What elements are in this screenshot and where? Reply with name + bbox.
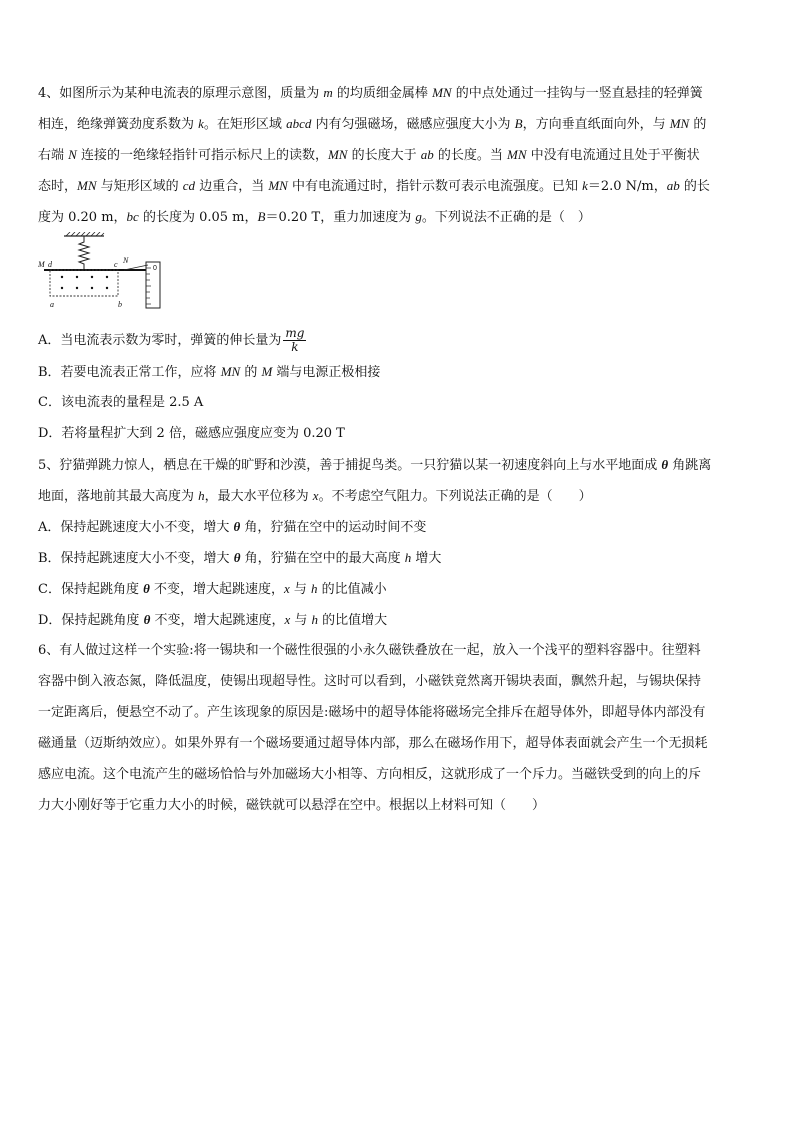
math-symbol: MN — [220, 364, 241, 379]
math-symbol: B — [514, 116, 523, 131]
q4-line-2 — [38, 115, 706, 134]
text-run: ，最大水平位移为 — [204, 489, 313, 504]
text-run: 的 — [240, 365, 262, 380]
q6-line-1 — [38, 642, 701, 660]
scale-zero: 0 — [153, 265, 157, 272]
fraction-denominator: k — [291, 340, 299, 354]
text-run: 不变，增大起跳速度， — [149, 582, 284, 597]
math-symbol: B — [257, 209, 266, 224]
text-run: 地面，落地前其最大高度为 — [38, 489, 199, 504]
math-symbol: MN — [77, 178, 97, 193]
text-run: ＝0.20 T，重力加速度为 — [265, 210, 416, 225]
text-run: 中有电流通过时，指针示数可表示电流强度。已知 — [287, 179, 583, 194]
text-run: 与 — [289, 582, 312, 597]
q5-option-b — [38, 549, 441, 568]
q4-option-a-text: A．当电流表示数为零时，弹簧的伸长量为 — [38, 333, 282, 348]
q6-line-3 — [38, 704, 705, 722]
text-run: ，方向垂直纸面向外，与 — [522, 117, 670, 132]
q5-line-1 — [38, 456, 711, 475]
q4-option-b — [38, 363, 380, 382]
text-run: 力大小刚好等于它重力大小的时候，磁铁就可以悬浮在空中。根据以上材料可知（ ） — [38, 798, 546, 813]
text-run: ＝2.0 N/m， — [587, 179, 667, 194]
q5-option-d — [38, 611, 387, 630]
math-symbol: N — [68, 147, 77, 162]
text-run: 。下列说法不正确的是（ ） — [421, 210, 591, 225]
math-symbol: θ — [661, 457, 669, 472]
text-run: 角跳离 — [668, 458, 712, 473]
q4-line-1 — [38, 84, 703, 103]
q6-line-6 — [38, 797, 545, 815]
text-run: 右端 — [38, 148, 69, 163]
fraction-numerator: mg — [285, 326, 305, 340]
math-symbol: θ — [233, 519, 241, 534]
text-run: 的 — [689, 117, 707, 132]
fraction-mg-over-k — [283, 327, 306, 354]
math-symbol: abcd — [286, 116, 312, 131]
math-symbol: x — [284, 612, 291, 627]
text-run: 增大 — [411, 551, 442, 566]
q6-line-5 — [38, 766, 701, 784]
text-run: 5、狞猫弹跳力惊人，栖息在干燥的旷野和沙漠，善于捕捉鸟类。一只狞猫以某一初速度斜向上与水平地面成 — [38, 458, 662, 473]
q6-line-4 — [38, 735, 708, 753]
math-symbol: k — [582, 178, 588, 193]
text-run: B．若要电流表正常工作，应将 — [38, 365, 221, 380]
math-symbol: x — [312, 488, 319, 503]
q5-line-2 — [38, 487, 592, 506]
text-run: B．保持起跳速度大小不变，增大 — [38, 551, 234, 566]
text-run: 态时， — [38, 179, 78, 194]
text-run: 4、如图所示为某种电流表的原理示意图，质量为 — [38, 86, 324, 101]
math-symbol: MN — [327, 147, 348, 162]
text-run: 相连，绝缘弹簧劲度系数为 — [38, 117, 199, 132]
text-run: 的长度大于 — [347, 148, 421, 163]
text-run: 感应电流。这个电流产生的磁场恰恰与外加磁场大小相等、方向相反，这就形成了一个斥力。当磁铁受到的向上的斥 — [38, 767, 702, 782]
text-run: 容器中倒入液态氮，降低温度，使锡出现超导性。这时可以看到，小磁铁竟然离开锡块表面，飘然升起，与锡块保持 — [38, 674, 702, 689]
math-symbol: θ — [143, 612, 151, 627]
label-d: d — [48, 260, 52, 269]
math-symbol: h — [311, 581, 318, 596]
text-run: 不变，增大起跳速度， — [150, 613, 285, 628]
q4-line-3 — [38, 146, 700, 165]
math-symbol: x — [283, 581, 290, 596]
label-b: b — [118, 300, 122, 309]
text-run: 端与电源正极相接 — [272, 365, 381, 380]
math-symbol: g — [415, 209, 422, 224]
q5-option-c — [38, 580, 387, 599]
text-run: 的长度为 0.05 m， — [138, 210, 258, 225]
text-run: 磁通量（迈斯纳效应）。如果外界有一个磁场要通过超导体内部，那么在磁场作用下，超导体表面就会产生一个无损耗 — [38, 736, 708, 751]
q4-line-5 — [38, 208, 591, 227]
math-symbol: bc — [126, 209, 139, 224]
text-run: C．保持起跳角度 — [38, 582, 144, 597]
text-run: 连接的一绝缘轻指针可指示标尺上的读数， — [76, 148, 328, 163]
math-symbol: ab — [666, 178, 680, 193]
text-run: 与 — [290, 613, 312, 628]
text-run: 角，狞猫在空中的运动时间不变 — [240, 520, 427, 535]
label-m: M — [38, 260, 45, 269]
text-run: 。在矩形区域 — [203, 117, 287, 132]
math-symbol: m — [323, 85, 333, 100]
text-run: 度为 0.20 m， — [38, 210, 127, 225]
text-run: 的比值增大 — [318, 613, 388, 628]
text-run: 内有匀强磁场，磁感应强度大小为 — [311, 117, 515, 132]
q6-line-2 — [38, 673, 701, 691]
math-symbol: θ — [143, 581, 150, 596]
label-a: a — [50, 300, 54, 309]
spring — [79, 236, 89, 270]
text-run: 的长度。当 — [433, 148, 507, 163]
math-symbol: MN — [506, 147, 527, 162]
text-run: 的比值减小 — [317, 582, 387, 597]
ammeter-diagram — [38, 232, 178, 314]
text-run: 的中点处通过一挂钩与一竖直悬挂的轻弹簧 — [451, 86, 703, 101]
math-symbol: MN — [268, 178, 288, 193]
text-run: 边重合，当 — [195, 179, 269, 194]
text-run: 与矩形区域的 — [96, 179, 183, 194]
math-symbol: ab — [420, 147, 434, 162]
q4-option-c — [38, 394, 203, 412]
text-run: 。不考虑空气阻力。下列说法正确的是（ ） — [318, 489, 592, 504]
math-symbol: h — [198, 488, 205, 503]
text-run: D．若将量程扩大到 2 倍，磁感应强度应变为 0.20 T — [38, 426, 345, 441]
field-region-abcd — [50, 270, 118, 296]
math-symbol: θ — [233, 550, 241, 565]
q4-option-d — [38, 425, 345, 443]
q4-option-a — [38, 327, 306, 354]
math-symbol: k — [198, 116, 204, 131]
label-n: N — [123, 256, 129, 265]
math-symbol: h — [311, 612, 318, 627]
text-run: 角，狞猫在空中的最大高度 — [240, 551, 405, 566]
math-symbol: M — [261, 364, 273, 379]
q4-line-4 — [38, 177, 710, 196]
text-run: 的均质细金属棒 — [332, 86, 433, 101]
text-run: 的长 — [679, 179, 710, 194]
math-symbol: MN — [432, 85, 452, 100]
math-symbol: h — [404, 550, 412, 565]
text-run: 6、有人做过这样一个实验:将一锡块和一个磁性很强的小永久磁铁叠放在一起，放入一个浅平的塑料容器中。往塑料 — [38, 643, 701, 658]
label-c: c — [114, 260, 118, 269]
text-run: D．保持起跳角度 — [38, 613, 144, 628]
text-run: C．该电流表的量程是 2.5 A — [38, 395, 204, 410]
math-symbol: MN — [669, 116, 690, 131]
text-run: 一定距离后，便悬空不动了。产生该现象的原因是:磁场中的超导体能将磁场完全排斥在超导体外，即超导体内部没有 — [38, 705, 706, 720]
q5-option-a — [38, 518, 426, 537]
text-run: 中没有电流通过且处于平衡状 — [526, 148, 700, 163]
text-run: A．保持起跳速度大小不变，增大 — [38, 520, 234, 535]
math-symbol: cd — [182, 178, 196, 193]
